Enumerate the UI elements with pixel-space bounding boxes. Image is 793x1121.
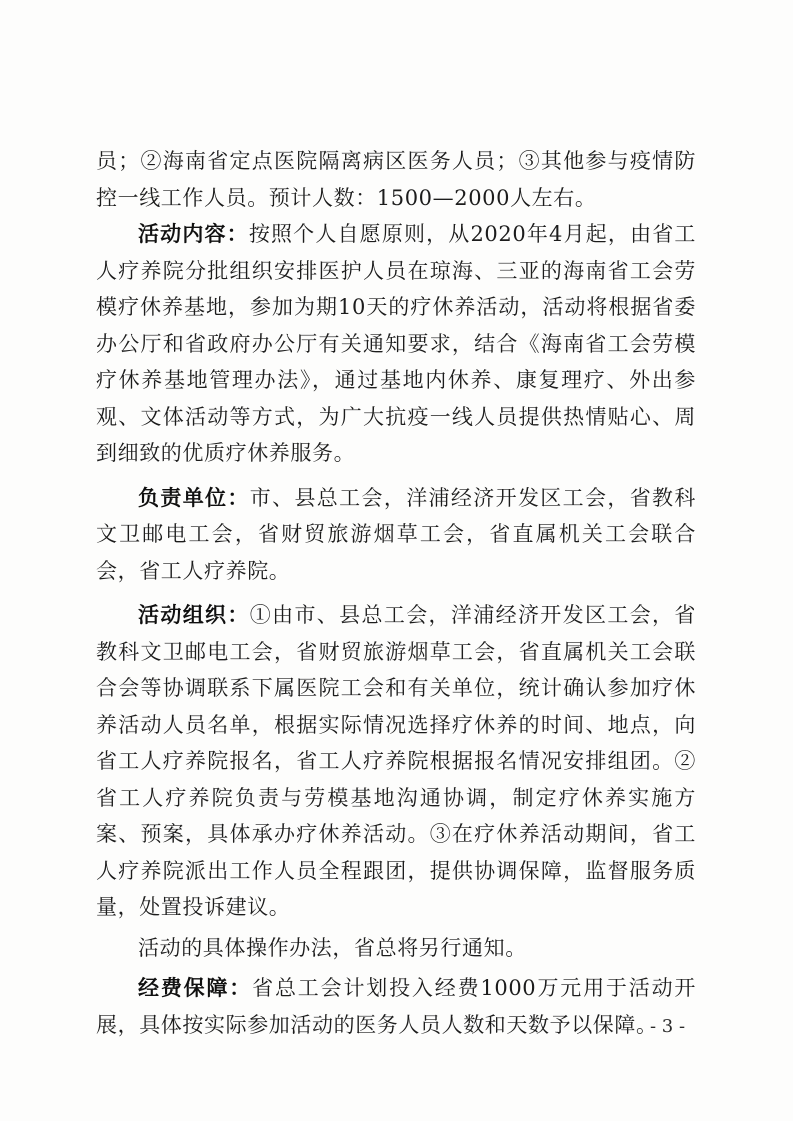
paragraph-text: 按照个人自愿原则，从2020年4月起，由省工人疗养院分批组织安排医护人员在琼海、三亚的海南省工会劳模疗休养基地，参加为期10天的疗休养活动，活动将根据省委办公厅和省政府办公厅有关通知要求，结合《海南省工会劳模疗休养基地管理办法》，通过基地内休养、康复理疗、外出参观、文体活动等方式，为广大抗疫一线人员提供热情贴心、周到细致的优质疗休养服务。 (96, 222, 696, 465)
paragraph-activity-content (96, 216, 696, 472)
paragraph-heading: 负责单位： (138, 484, 250, 510)
page-number: - 3 - (650, 1016, 686, 1037)
paragraph-responsible-units (96, 480, 696, 590)
paragraph-text: 员；②海南省定点医院隔离病区医务人员；③其他参与疫情防控一线工作人员。预计人数：1500—2000人左右。 (96, 149, 696, 210)
paragraph-funding (96, 970, 696, 1043)
paragraph-heading: 活动内容： (138, 221, 249, 246)
paragraph-operation-notice (96, 930, 696, 967)
document-body (96, 143, 696, 1043)
paragraph-text: 省总工会计划投入经费1000万元用于活动开展，具体按实际参加活动的医务人员人数和天数予以保障。 (96, 976, 697, 1037)
paragraph-heading: 经费保障： (138, 975, 253, 1000)
paragraph-text: 市、县总工会，洋浦经济开发区工会，省教科文卫邮电工会，省财贸旅游烟草工会，省直属机关工会联合会，省工人疗养院。 (96, 485, 696, 583)
paragraph-activity-organization (96, 597, 696, 926)
paragraph-text: ①由市、县总工会，洋浦经济开发区工会，省教科文卫邮电工会，省财贸旅游烟草工会，省直属机关工会联合会等协调联系下属医院工会和有关单位，统计确认参加疗休养活动人员名单，根据实际情况选择疗休养的时间、地点，向省工人疗养院报名，省工人疗养院根据报名情况安排组团。②省工人疗养院负责与劳模基地沟通协调，制定疗休养实施方案、预案，具体承办疗休养活动。③在疗休养活动期间，省工人疗养院派出工作人员全程跟团，提供协调保障，监督服务质量，处置投诉建议。 (96, 603, 696, 919)
paragraph-text: 活动的具体操作办法，省总将另行通知。 (138, 935, 527, 960)
paragraph-target-personnel (96, 143, 696, 216)
paragraph-heading: 活动组织： (138, 602, 250, 627)
